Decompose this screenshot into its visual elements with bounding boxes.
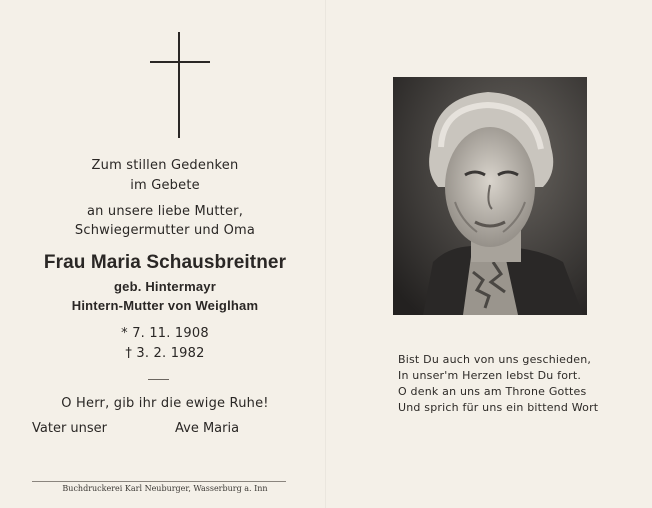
birth-date: * 7. 11. 1908: [121, 326, 209, 341]
maiden-name: geb. Hintermayr: [114, 279, 216, 294]
card-fold: [325, 0, 326, 508]
printer-credit: Buchdruckerei Karl Neuburger, Wasserburg a. Inn: [62, 484, 268, 493]
printer-rule: [32, 481, 286, 482]
portrait-photo: [393, 77, 587, 315]
prayer-ave-maria: Ave Maria: [175, 421, 240, 436]
divider-dash: [148, 379, 169, 380]
verse-line: In unser'm Herzen lebst Du fort.: [398, 369, 582, 382]
verse-line: Bist Du auch von uns geschieden,: [398, 353, 592, 366]
dedication-line-2: im Gebete: [130, 178, 200, 193]
prayer-vater-unser: Vater unser: [32, 421, 108, 436]
verse-line: O denk an uns am Throne Gottes: [398, 385, 587, 398]
dedication-line-3: an unsere liebe Mutter,: [86, 204, 244, 219]
rest-prayer: O Herr, gib ihr die ewige Ruhe!: [61, 396, 269, 411]
death-date: † 3. 2. 1982: [125, 346, 205, 361]
dedication-line-1: Zum stillen Gedenken: [91, 158, 239, 173]
deceased-name: Frau Maria Schausbreitner: [43, 252, 287, 273]
verse-line: Und sprich für uns ein bittend Wort: [398, 401, 599, 414]
cross-icon: [150, 32, 210, 138]
portrait-illustration: [393, 77, 587, 315]
verse-block: [398, 352, 638, 416]
origin-line: Hintern-Mutter von Weiglham: [71, 298, 259, 313]
dedication-line-4: Schwiegermutter und Oma: [74, 223, 256, 238]
